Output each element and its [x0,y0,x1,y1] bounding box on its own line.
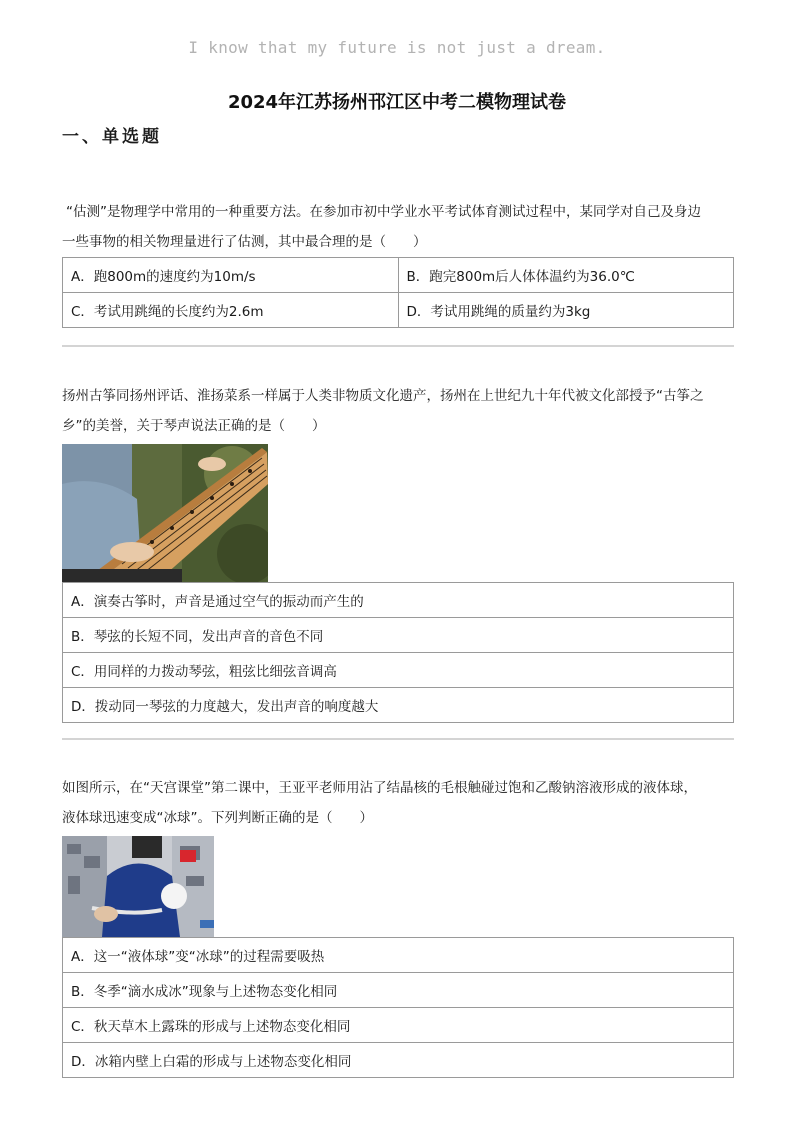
question-3-stem-line1: 如图所示，在“天宫课堂”第二课中，王亚平老师用沾了结晶核的毛根触碰过饱和乙酸钠溶液形成的液体球， [62,780,697,796]
option-b[interactable]: B．冬季“滴水成冰”现象与上述物态变化相同 [63,973,734,1008]
question-2-stem-line2: 乡”的美誉，关于琴声说法正确的是（ ） [62,418,326,434]
option-a[interactable]: A．这一“液体球”变“冰球”的过程需要吸热 [63,938,734,973]
watermark-text: I know that my future is not just a dream. [188,38,606,57]
divider [62,738,734,740]
question-3 [62,773,734,1078]
question-2-options [62,582,734,723]
question-1 [62,197,734,328]
tiangong-classroom-photo [62,836,214,937]
option-c[interactable]: C．考试用跳绳的长度约为2.6m [63,293,399,328]
option-c[interactable]: C．秋天草木上露珠的形成与上述物态变化相同 [63,1008,734,1043]
question-3-stem-line2: 液体球迅速变成“冰球”。下列判断正确的是（ ） [62,810,373,826]
question-1-stem-line2: 一些事物的相关物理量进行了估测，其中最合理的是（ ） [62,234,427,250]
question-3-options [62,937,734,1078]
option-d[interactable]: D．拨动同一琴弦的力度越大，发出声音的响度越大 [63,688,734,723]
section-heading: 一、单选题 [62,127,162,147]
option-b[interactable]: B．跑完800m后人体体温约为36.0℃ [398,258,734,293]
question-2-stem-line1: 扬州古筝同扬州评话、淮扬菜系一样属于人类非物质文化遗产，扬州在上世纪九十年代被文化部授予“古筝之 [62,388,704,404]
option-b[interactable]: B．琴弦的长短不同，发出声音的音色不同 [63,618,734,653]
option-a[interactable]: A．跑800m的速度约为10m/s [63,258,399,293]
question-2 [62,381,734,723]
question-1-options [62,257,734,328]
option-a[interactable]: A．演奏古筝时，声音是通过空气的振动而产生的 [63,583,734,618]
page-title: 2024年江苏扬州邗江区中考二模物理试卷 [227,92,567,113]
question-1-stem-line1: “估测”是物理学中常用的一种重要方法。在参加市初中学业水平考试体育测试过程中，某同学对自己及身边 [66,204,701,220]
divider [62,345,734,347]
option-d[interactable]: D．冰箱内壁上白霜的形成与上述物态变化相同 [63,1043,734,1078]
option-d[interactable]: D．考试用跳绳的质量约为3kg [398,293,734,328]
option-c[interactable]: C．用同样的力拨动琴弦，粗弦比细弦音调高 [63,653,734,688]
guzheng-photo [62,444,268,582]
